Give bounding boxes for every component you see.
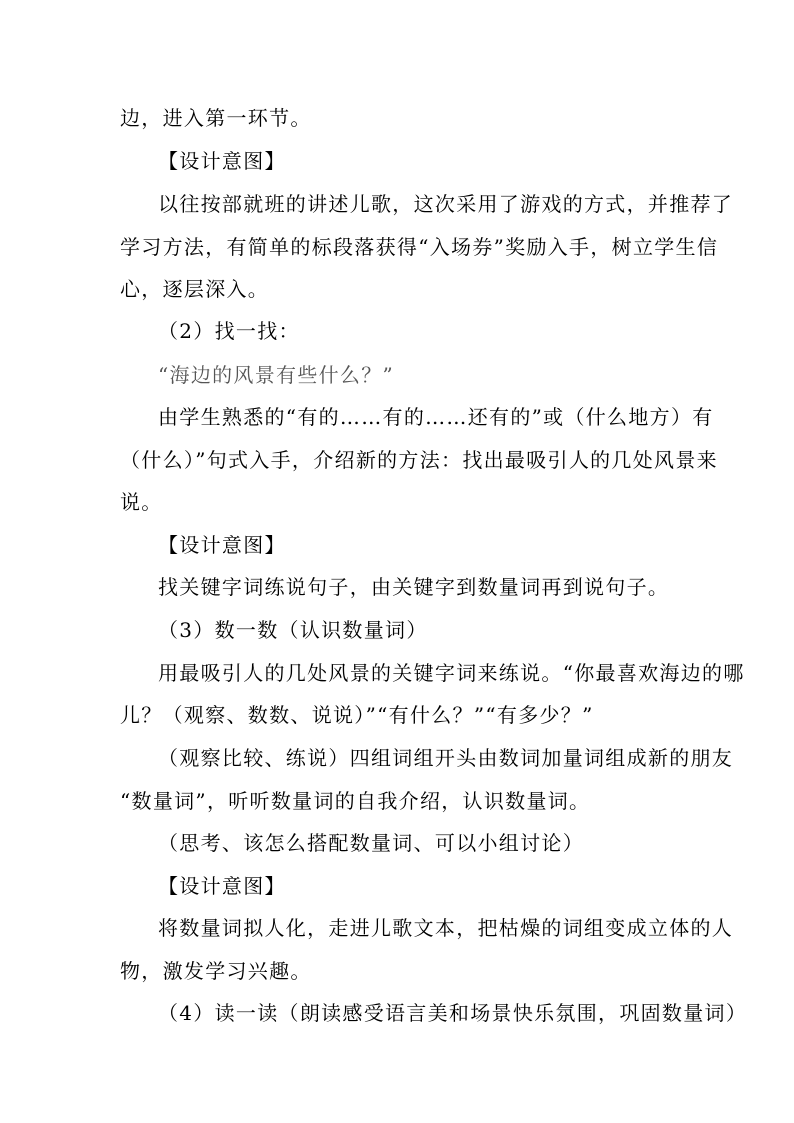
paragraph-line-5: 由学生熟悉的“有的……有的……还有的”或（什么地方）有 [158, 405, 714, 429]
paragraph-line-10: 儿？（观察、数数、说说）”“有什么？”“有多少？” [120, 703, 594, 727]
design-intent-heading-3: 【设计意图】 [158, 874, 286, 898]
section-heading-3: （3）数一数（认识数量词） [158, 618, 428, 642]
quote-line: “海边的风景有些什么？” [158, 363, 395, 387]
paragraph-line-2: 以往按部就班的讲述儿歌，这次采用了游戏的方式，并推荐了 [158, 192, 734, 216]
paragraph-line-7: 说。 [120, 490, 163, 514]
design-intent-heading-2: 【设计意图】 [158, 533, 286, 557]
paragraph-line-11: （观察比较、练说）四组词组开头由数词加量词组成新的朋友 [158, 746, 734, 770]
paragraph-line-9: 用最吸引人的几处风景的关键字词来练说。“你最喜欢海边的哪 [158, 661, 745, 685]
paragraph-line-4: 心，逐层深入。 [120, 277, 270, 301]
design-intent-heading-1: 【设计意图】 [158, 149, 286, 173]
paragraph-line-1: 边，进入第一环节。 [120, 106, 312, 130]
section-heading-4: （4）读一读（朗读感受语言美和场景快乐氛围，巩固数量词） [158, 1001, 748, 1025]
paragraph-line-14: 将数量词拟人化，走进儿歌文本，把枯燥的词组变成立体的人 [158, 916, 734, 940]
paragraph-line-15: 物，激发学习兴趣。 [120, 959, 312, 983]
paragraph-line-3: 学习方法，有简单的标段落获得“入场券”奖励入手，树立学生信 [120, 235, 719, 259]
paragraph-line-8: 找关键字词练说句子，由关键字到数量词再到说句子。 [158, 575, 670, 599]
paragraph-line-13: （思考、该怎么搭配数量词、可以小组讨论） [158, 831, 584, 855]
section-heading-2: （2）找一找： [158, 319, 300, 343]
paragraph-line-12: “数量词”，听听数量词的自我介绍，认识数量词。 [120, 789, 591, 813]
paragraph-line-6: （什么）”句式入手，介绍新的方法：找出最吸引人的几处风景来 [120, 448, 718, 472]
